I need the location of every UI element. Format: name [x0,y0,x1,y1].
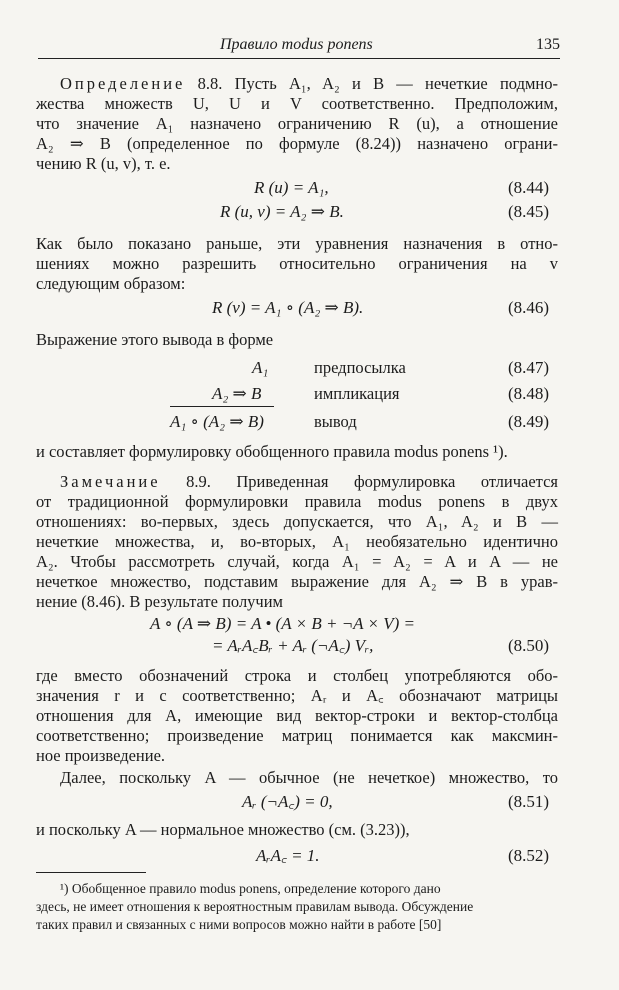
inference-rule-line [170,406,274,407]
definition-line-4: A₂ ⇒ B (определенное по формуле (8.24)) назначено ограни- [36,134,558,153]
remark-line-7: нение (8.46). В результате получим [36,592,283,611]
definition-line-1: Определение 8.8. Пусть A₁, A₂ и B — нечеткие подмно- [60,74,558,93]
paragraph-4-line-1: и составляет формулировку обобщенного правила modus ponens ¹). [36,442,508,461]
paragraph-6-line-2: значения r и c соответственно; Aᵣ и A꜀ обозначают матрицы [36,686,558,705]
paragraph-7-line-1: Далее, поскольку A — обычное (не нечеткое) множество, то [60,768,558,787]
equation-8-50-line-2: = AᵣA꜀Bᵣ + Aᵣ (¬A꜀) Vᵣ, [212,636,374,655]
remark-line-6: нечеткое множество, подставим выражение для A₂ ⇒ B в урав- [36,572,558,591]
equation-number-8-50: (8.50) [508,636,550,655]
equation-number-8-45: (8.45) [508,202,550,221]
equation-number-8-52: (8.52) [508,846,550,865]
running-header [38,36,560,59]
paragraph-2-line-3: следующим образом: [36,274,186,293]
equation-number-8-48: (8.48) [508,384,550,403]
remark-line-5: A₂. Чтобы рассмотреть случай, когда A₁ = A₂ = A и A — не [36,552,558,571]
footnote-line-1: ¹) Обобщенное правило modus ponens, определение которого дано [60,881,441,896]
equation-8-45: R (u, v) = A₂ ⇒ B. [220,202,344,221]
paragraph-6-line-3: отношения для A, имеющие вид вектор-строки и вектор-столбца [36,706,558,725]
footnote-line-2: здесь, не имеет отношения к вероятностным правилам вывода. Обсуждение [36,899,474,914]
equation-8-46: R (v) = A₁ ∘ (A₂ ⇒ B). [212,298,364,317]
equation-8-50-line-1: A ∘ (A ⇒ B) = A • (A × B + ¬A × V) = [150,614,415,633]
paragraph-6-line-1: где вместо обозначений строка и столбец употребляются обо- [36,666,558,685]
page-number: 135 [536,36,560,53]
paragraph-2-line-1: Как было показано раньше, эти уравнения назначения в отно- [36,234,558,253]
remark-line-4: нечеткие множества, и, во-вторых, A₁ необязательно идентично [36,532,558,551]
paragraph-3-line-1: Выражение этого вывода в форме [36,330,274,349]
remark-line-2: от традиционной формулировки правила modus ponens в двух [36,492,558,511]
implication-label: импликация [314,384,400,403]
definition-line-5: чению R (u, v), т. е. [36,154,171,173]
definition-line-2: жества множеств U, U и V соответственно. Предположим, [36,94,558,113]
paragraph-6-line-5: ное произведение. [36,746,166,765]
equation-8-52: AᵣA꜀ = 1. [256,846,320,865]
equation-8-44: R (u) = A₁, [254,178,329,197]
equation-number-8-49: (8.49) [508,412,550,431]
paragraph-6-line-4: соответственно; произведение матриц понимается как максмин- [36,726,558,745]
equation-number-8-47: (8.47) [508,358,550,377]
remark-line-3: отношениях: во-первых, здесь допускается, что A₁, A₂ и B — [36,512,558,531]
equation-8-51: Aᵣ (¬A꜀) = 0, [242,792,333,811]
premise-label: предпосылка [314,358,406,377]
header-title: Правило modus ponens [220,36,373,53]
footnote-line-3: таких правил и связанных с ними вопросов можно найти в работе [50] [36,917,442,932]
equation-number-8-51: (8.51) [508,792,550,811]
remark-line-1: Замечание 8.9. Приведенная формулировка отличается [60,472,558,491]
equation-number-8-46: (8.46) [508,298,550,317]
implication-formula: A₂ ⇒ B [212,384,262,403]
conclusion-formula: A₁ ∘ (A₂ ⇒ B) [170,412,264,431]
premise-formula: A₁ [252,358,269,377]
equation-number-8-44: (8.44) [508,178,550,197]
conclusion-label: вывод [314,412,357,431]
paragraph-2-line-2: шениях можно разрешить относительно ограничения на v [36,254,558,273]
paragraph-8-line-1: и поскольку A — нормальное множество (см. (3.23)), [36,820,410,839]
definition-line-3: что значение A₁ назначено ограничению R (u), а отношение [36,114,558,133]
footnote-separator [36,872,146,873]
